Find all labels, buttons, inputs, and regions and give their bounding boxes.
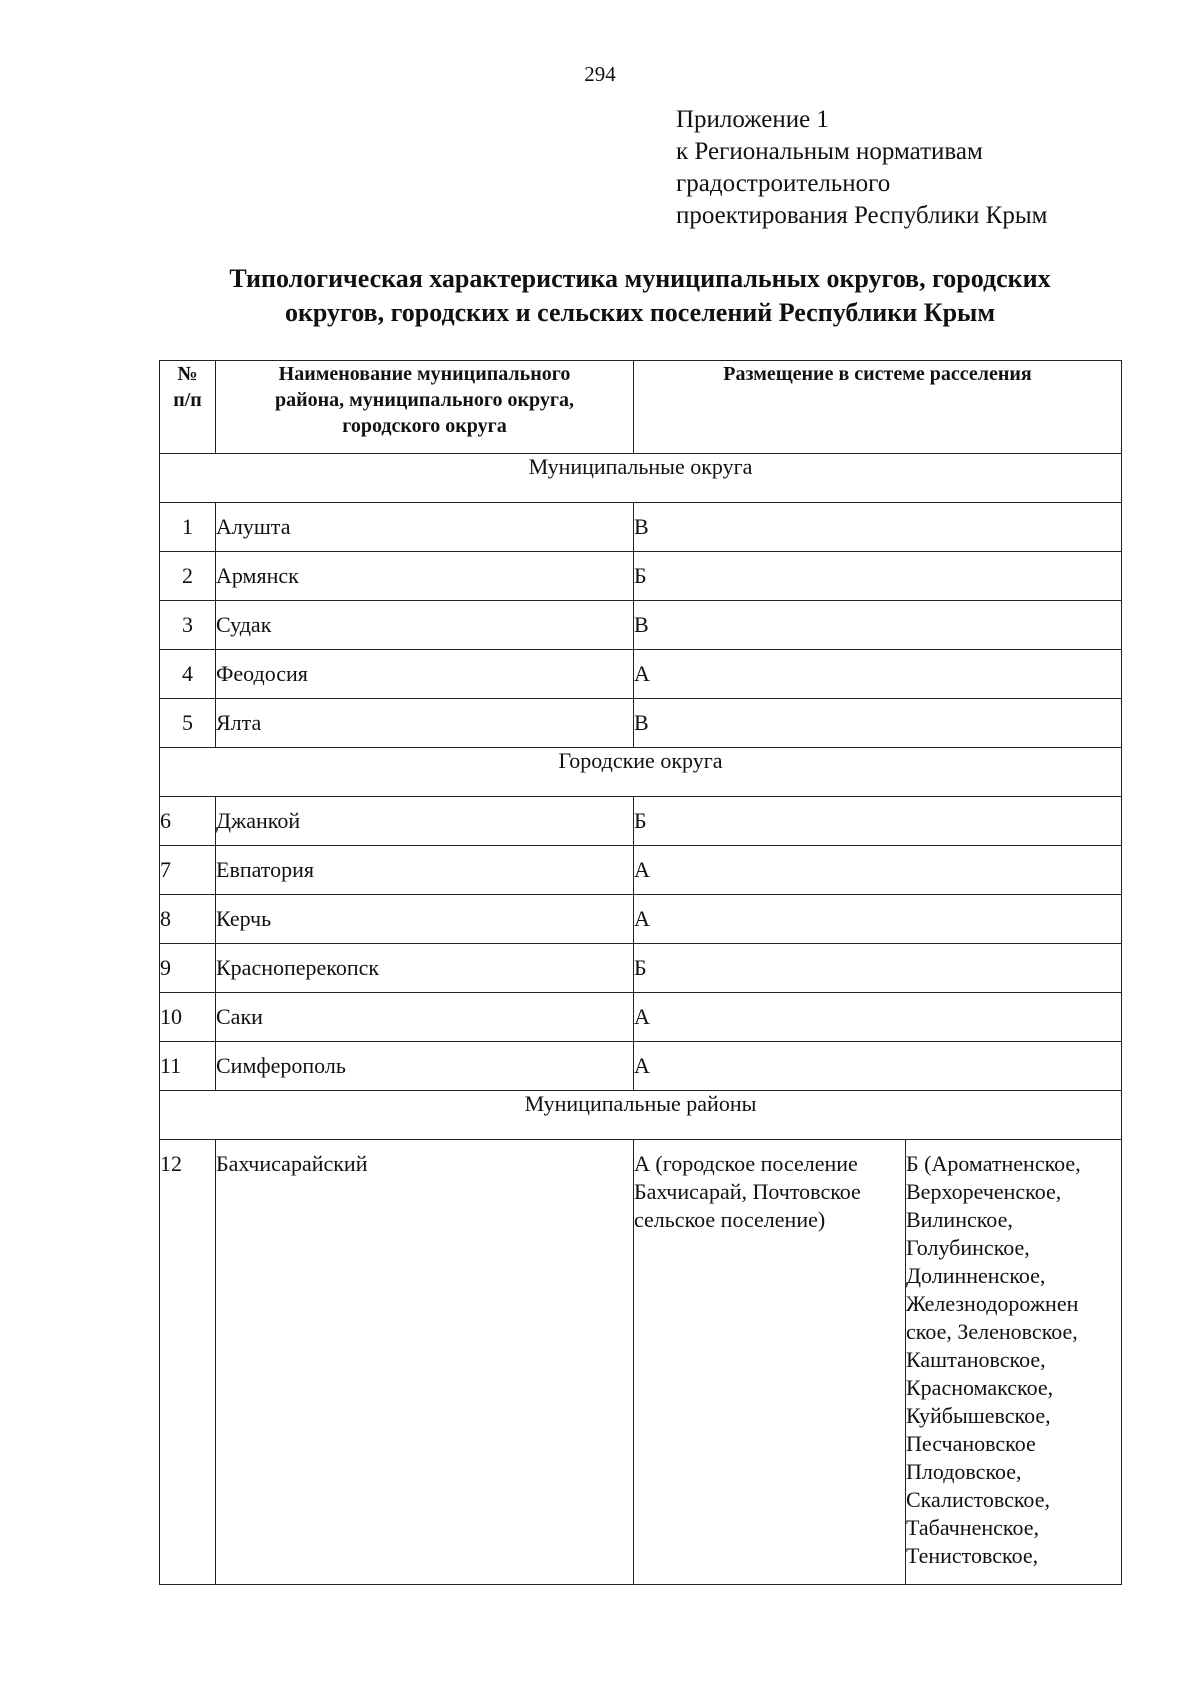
table-row: [160, 503, 1122, 552]
header-placement: Размещение в системе расселения: [634, 361, 1122, 454]
placement-a-line: Бахчисарай, Почтовское: [634, 1179, 861, 1204]
row-placement: Б: [634, 552, 1122, 601]
section-row: [160, 1091, 1122, 1140]
row-placement: В: [634, 601, 1122, 650]
table-header-row: [160, 361, 1122, 454]
row-placement-a: [634, 1140, 906, 1585]
row-name: Судак: [216, 601, 634, 650]
placement-b-line: Б (Ароматненское,: [906, 1151, 1081, 1176]
table-row: [160, 846, 1122, 895]
placement-b-line: Тенистовское,: [906, 1543, 1039, 1568]
row-placement: А: [634, 1042, 1122, 1091]
placement-b-line: Красномакское,: [906, 1375, 1054, 1400]
typology-table: [159, 360, 1122, 1585]
row-number: 5: [160, 699, 216, 748]
row-name: Керчь: [216, 895, 634, 944]
row-name: Феодосия: [216, 650, 634, 699]
row-name: Евпатория: [216, 846, 634, 895]
header-name-line: Наименование муниципального: [278, 363, 571, 385]
placement-b-line: Вилинское,: [906, 1207, 1013, 1232]
table-row: [160, 1042, 1122, 1091]
row-number: 2: [160, 552, 216, 601]
row-number: 4: [160, 650, 216, 699]
row-placement: А: [634, 846, 1122, 895]
placement-b-line: Долинненское,: [906, 1263, 1046, 1288]
appendix-line: проектирования Республики Крым: [676, 202, 1048, 229]
row-name: Красноперекопск: [216, 944, 634, 993]
table-row: [160, 601, 1122, 650]
header-number-line: №: [177, 363, 198, 385]
row-placement: А: [634, 650, 1122, 699]
row-number: 9: [160, 944, 216, 993]
appendix-line: к Региональным нормативам: [676, 138, 983, 165]
row-name: Бахчисарайский: [216, 1140, 634, 1585]
section-row: [160, 454, 1122, 503]
row-name: Симферополь: [216, 1042, 634, 1091]
row-name: Саки: [216, 993, 634, 1042]
placement-b-line: Скалистовское,: [906, 1487, 1050, 1512]
placement-b-line: Железнодорожнен: [906, 1291, 1079, 1316]
placement-b-line: Плодовское,: [906, 1459, 1022, 1484]
header-name-line: района, муниципального округа,: [275, 389, 574, 411]
document-title: [150, 262, 1130, 330]
row-number: 3: [160, 601, 216, 650]
placement-b-line: Куйбышевское,: [906, 1403, 1051, 1428]
row-placement: А: [634, 895, 1122, 944]
appendix-note: [676, 104, 1047, 232]
row-number: 12: [160, 1140, 216, 1585]
section-title: Городские округа: [160, 748, 1122, 797]
row-name: Армянск: [216, 552, 634, 601]
table-row: [160, 552, 1122, 601]
row-name: Алушта: [216, 503, 634, 552]
section-row: [160, 748, 1122, 797]
placement-a-line: А (городское поселение: [634, 1151, 858, 1176]
table-row: [160, 944, 1122, 993]
header-name-line: городского округа: [342, 415, 507, 437]
header-number: [160, 361, 216, 454]
title-line: Типологическая характеристика муниципальных округов, городских: [229, 264, 1051, 293]
row-placement: А: [634, 993, 1122, 1042]
row-placement: В: [634, 699, 1122, 748]
row-placement-b: [906, 1140, 1122, 1585]
placement-b-line: Голубинское,: [906, 1235, 1030, 1260]
table-row: [160, 699, 1122, 748]
placement-b-line: Каштановское,: [906, 1347, 1046, 1372]
header-number-line: п/п: [173, 389, 202, 411]
appendix-line: Приложение 1: [676, 106, 829, 133]
placement-b-line: Табачненское,: [906, 1515, 1039, 1540]
row-placement: Б: [634, 944, 1122, 993]
table-row: [160, 1140, 1122, 1585]
placement-b-line: Песчановское: [906, 1431, 1036, 1456]
row-number: 7: [160, 846, 216, 895]
header-name: [216, 361, 634, 454]
title-line: округов, городских и сельских поселений Республики Крым: [284, 298, 996, 327]
section-title: Муниципальные округа: [160, 454, 1122, 503]
table-row: [160, 895, 1122, 944]
table-row: [160, 650, 1122, 699]
row-number: 10: [160, 993, 216, 1042]
row-number: 1: [160, 503, 216, 552]
row-name: Ялта: [216, 699, 634, 748]
section-title: Муниципальные районы: [160, 1091, 1122, 1140]
row-name: Джанкой: [216, 797, 634, 846]
row-placement: В: [634, 503, 1122, 552]
table-row: [160, 993, 1122, 1042]
row-number: 6: [160, 797, 216, 846]
placement-b-line: Верхореченское,: [906, 1179, 1062, 1204]
appendix-line: градостроительного: [676, 170, 891, 197]
page-number: 294: [584, 62, 616, 86]
placement-b-line: ское, Зеленовское,: [906, 1319, 1078, 1344]
row-placement: Б: [634, 797, 1122, 846]
table-row: [160, 797, 1122, 846]
row-number: 11: [160, 1042, 216, 1091]
placement-a-line: сельское поселение): [634, 1207, 826, 1232]
row-number: 8: [160, 895, 216, 944]
